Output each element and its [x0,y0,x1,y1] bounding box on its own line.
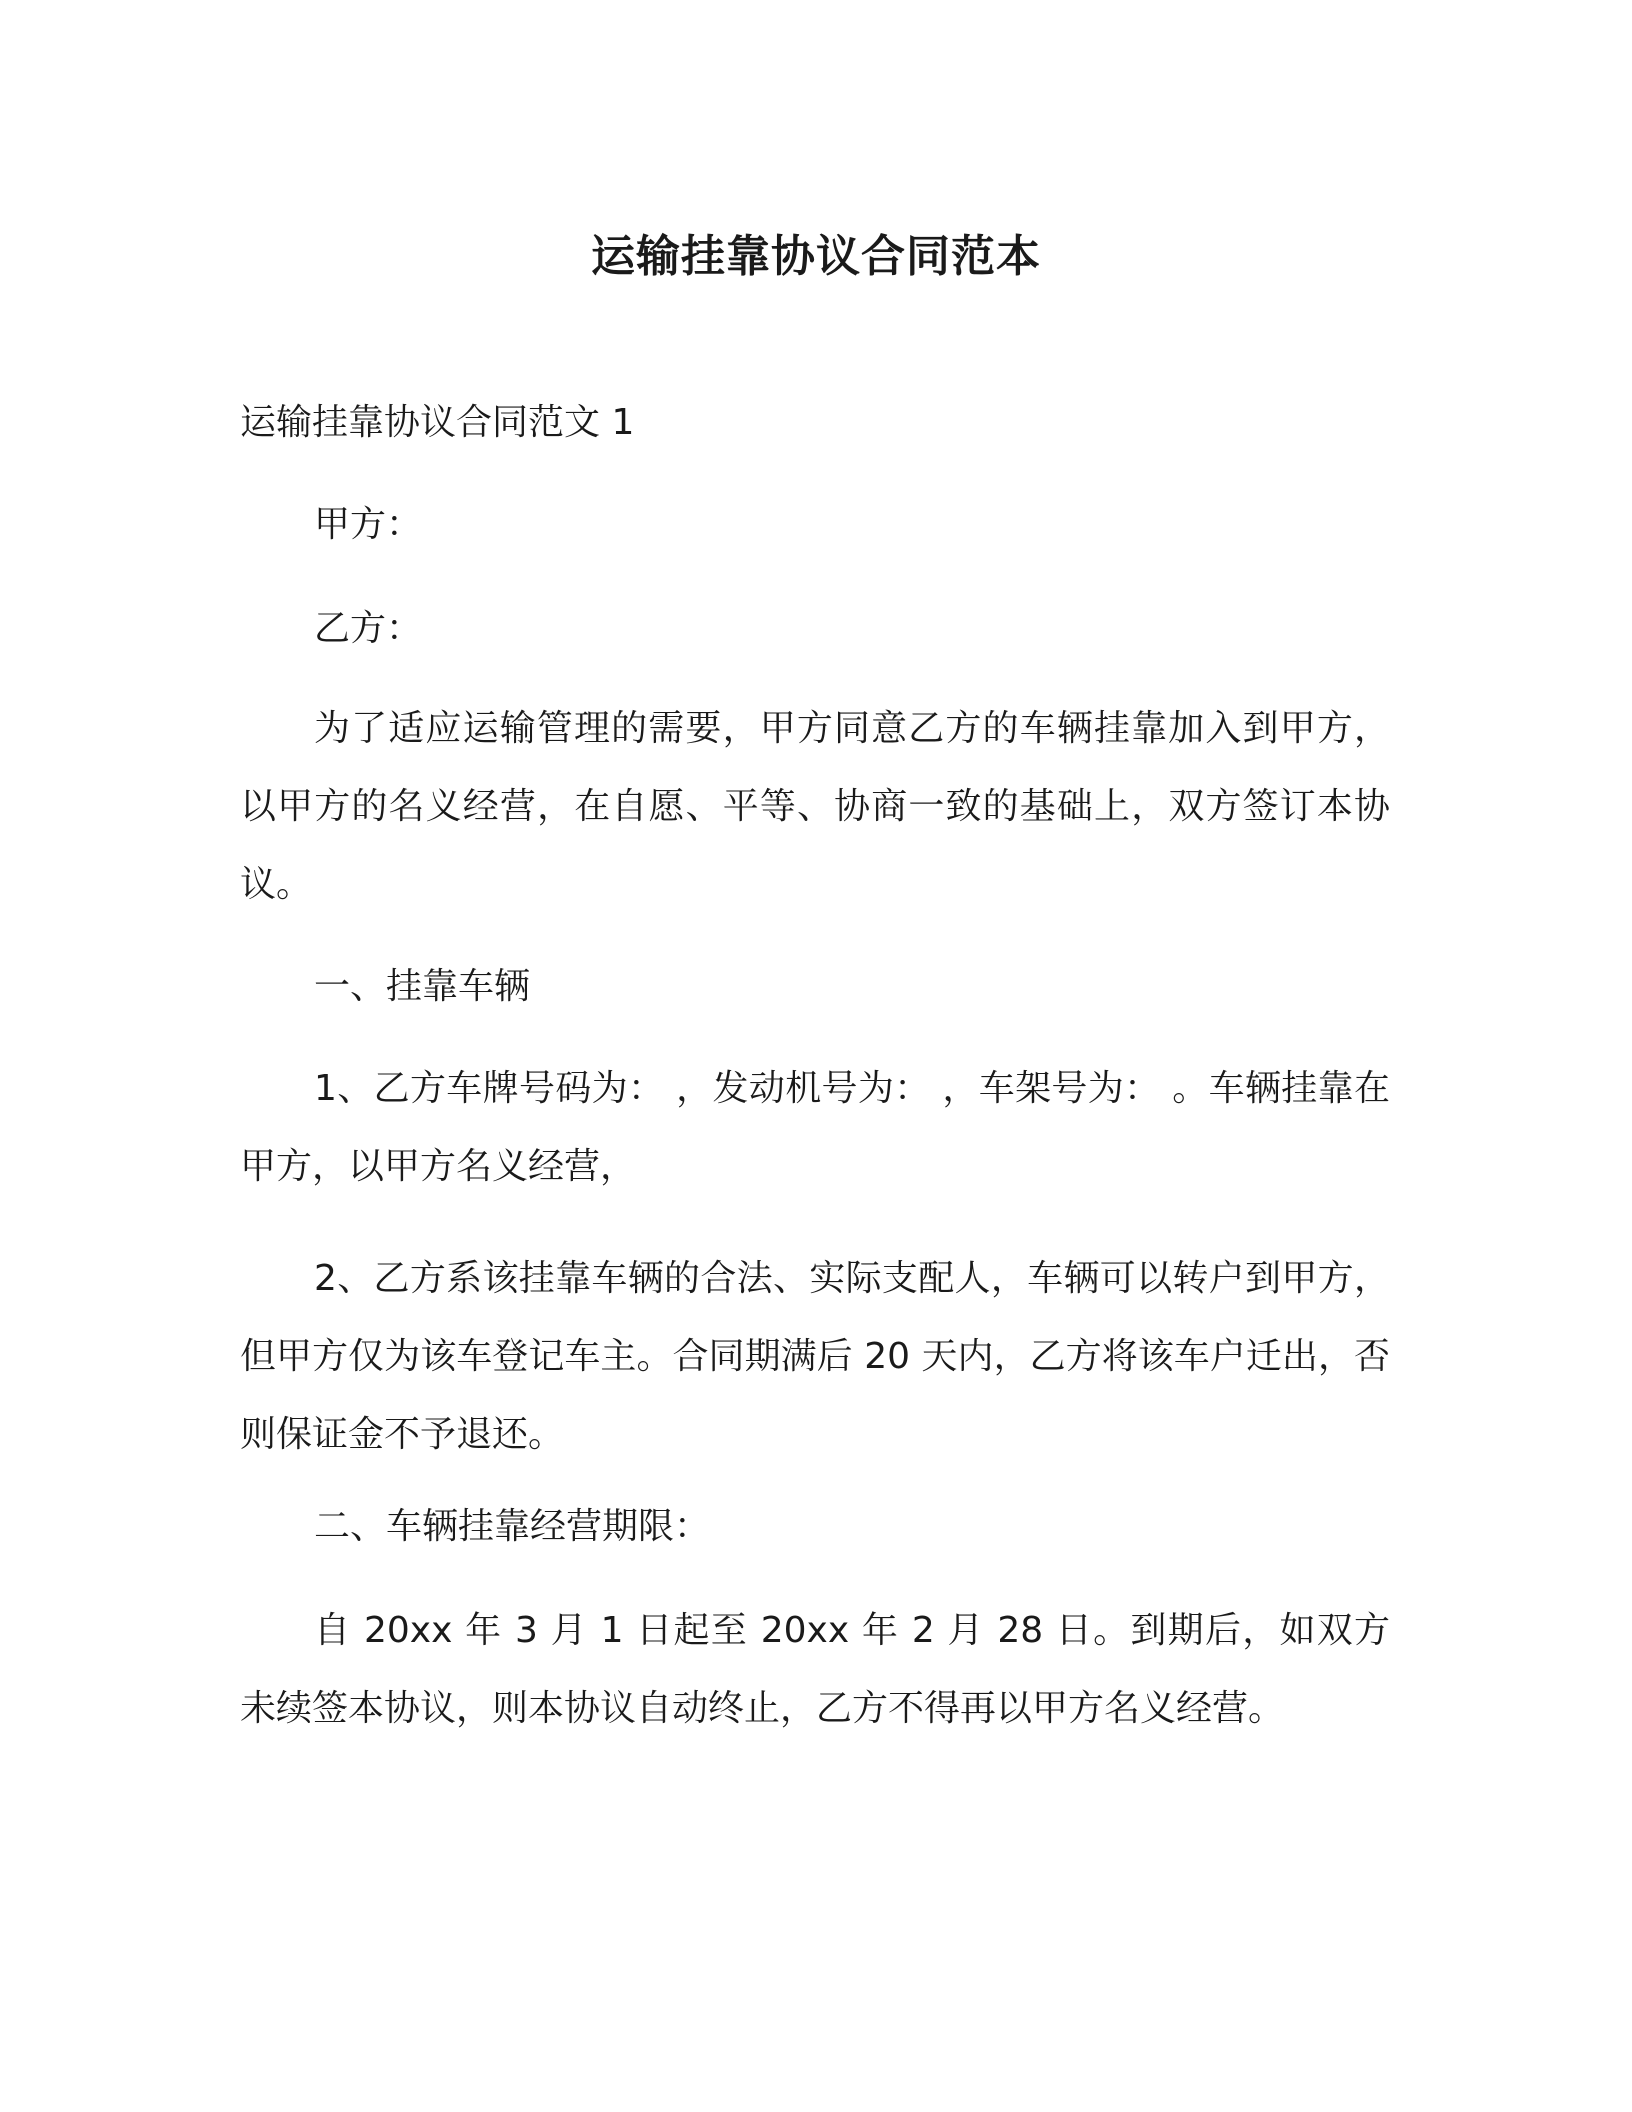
section1-heading: 一、挂靠车辆 [314,966,531,1007]
intro-paragraph: 为了适应运输管理的需要，甲方同意乙方的车辆挂靠加入到甲方，以甲方的名义经营，在自愿、平等、协商一致的基础上，双方签订本协议。 [240,708,1390,905]
section2-text: 自 20xx 年 3 月 1 日起至 20xx 年 2 月 28 日。到期后，如双方未续签本协议，则本协议自动终止，乙方不得再以甲方名义经营。 [240,1610,1390,1729]
section1-item1: 1、乙方车牌号码为： ，发动机号为： ，车架号为： 。车辆挂靠在甲方，以甲方名义经营， [240,1068,1390,1187]
section2-heading: 二、车辆挂靠经营期限： [314,1506,711,1547]
party-b-label: 乙方： [314,608,423,649]
document-subtitle: 运输挂靠协议合同范文 1 [240,402,635,443]
party-a-label: 甲方： [314,504,423,545]
section1-item2: 2、乙方系该挂靠车辆的合法、实际支配人，车辆可以转户到甲方，但甲方仅为该车登记车主。合同期满后 20 天内，乙方将该车户迁出，否则保证金不予退还。 [240,1258,1390,1455]
document-title: 运输挂靠协议合同范本 [591,231,1041,282]
